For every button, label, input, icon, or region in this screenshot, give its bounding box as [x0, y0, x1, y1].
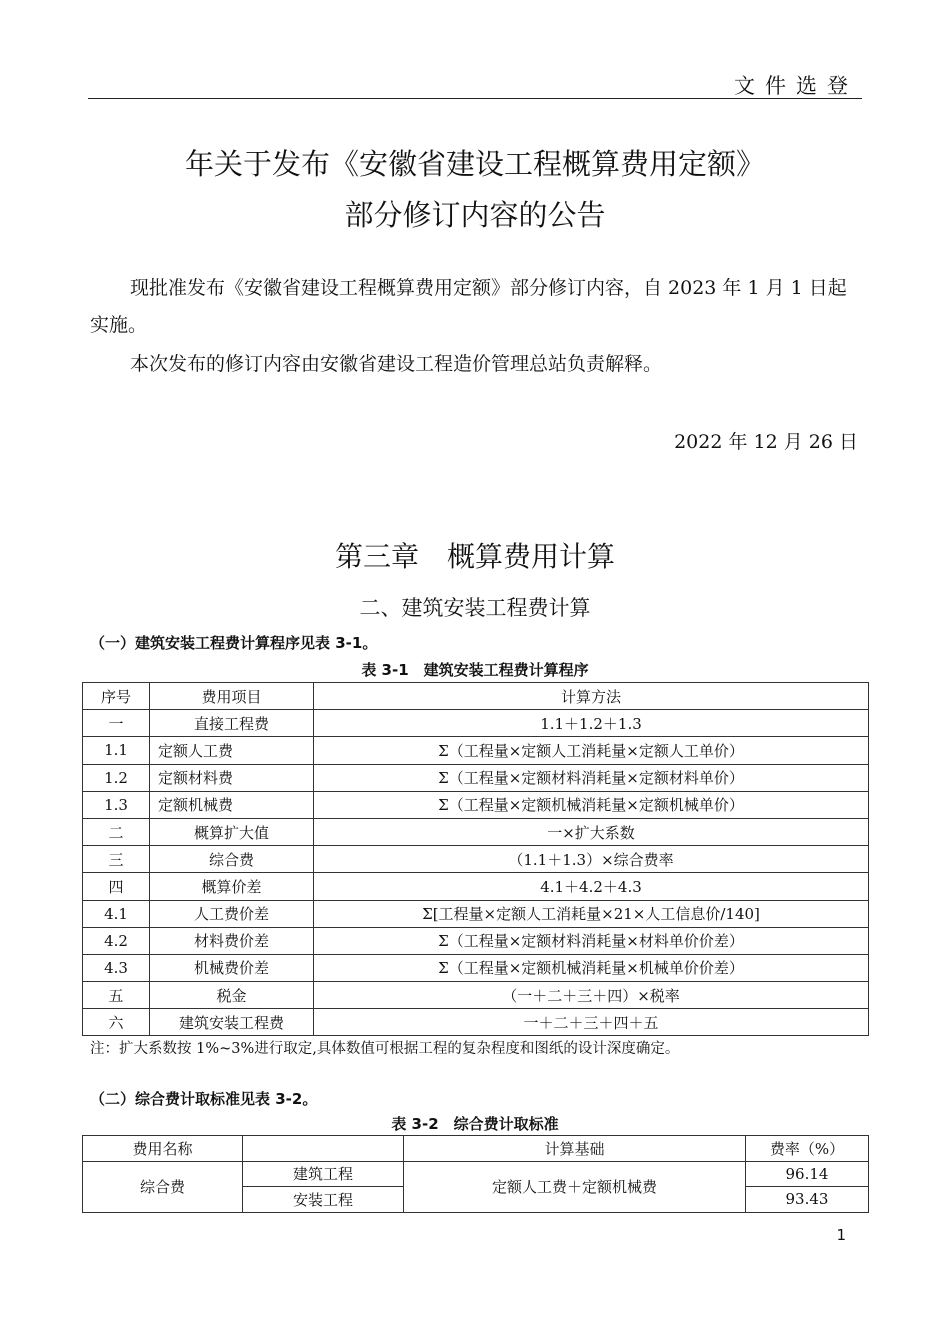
calc-method: Σ（工程量×定额机械消耗量×定额机械单价） — [314, 791, 869, 818]
announcement-title-line2: 部分修订内容的公告 — [344, 198, 606, 232]
fee-rate: 96.14 — [746, 1161, 869, 1187]
table-row — [83, 873, 869, 900]
table-row — [83, 954, 869, 981]
chapter-title: 第三章 概算费用计算 — [334, 540, 615, 573]
table2-comprehensive-fee-standard — [82, 1135, 869, 1213]
fee-item: 税金 — [150, 982, 314, 1009]
row-number: 4.3 — [83, 954, 150, 981]
calc-method: Σ（工程量×定额材料消耗量×定额材料单价） — [314, 764, 869, 791]
fee-item: 人工费价差 — [150, 900, 314, 927]
table-header-row — [83, 683, 869, 710]
calc-method: Σ[工程量×定额人工消耗量×21×人工信息价/140] — [314, 900, 869, 927]
row-number: 二 — [83, 818, 150, 845]
fee-item: 定额材料费 — [150, 764, 314, 791]
table-row — [83, 846, 869, 873]
header-divider — [88, 98, 862, 99]
row-number: 六 — [83, 1009, 150, 1036]
table-row — [83, 982, 869, 1009]
table-header-cell-empty — [243, 1136, 404, 1162]
subsection-1-heading: （一）建筑安装工程费计算程序见表 3-1。 — [90, 634, 378, 652]
table-header-row — [83, 1136, 869, 1162]
calc-method: Σ（工程量×定额人工消耗量×定额人工单价） — [314, 737, 869, 764]
row-number: 一 — [83, 710, 150, 737]
table-header-cell: 序号 — [83, 683, 150, 710]
project-type: 安装工程 — [243, 1187, 404, 1213]
section-title: 二、建筑安装工程费计算 — [359, 596, 591, 620]
row-number: 1.1 — [83, 737, 150, 764]
fee-rate: 93.43 — [746, 1187, 869, 1213]
table-row — [83, 1161, 869, 1187]
fee-item: 概算价差 — [150, 873, 314, 900]
calc-method: （1.1＋1.3）×综合费率 — [314, 846, 869, 873]
project-type: 建筑工程 — [243, 1161, 404, 1187]
calc-method: Σ（工程量×定额机械消耗量×机械单价价差） — [314, 954, 869, 981]
subsection-2-heading: （二）综合费计取标准见表 3-2。 — [90, 1090, 318, 1108]
table-header-cell: 费用名称 — [83, 1136, 243, 1162]
calc-method: 1.1＋1.2＋1.3 — [314, 710, 869, 737]
table-header-cell: 计算基础 — [404, 1136, 746, 1162]
table-header-cell: 费用项目 — [150, 683, 314, 710]
table2-caption: 表 3-2 综合费计取标准 — [391, 1115, 559, 1133]
fee-item: 机械费价差 — [150, 954, 314, 981]
table-row — [83, 927, 869, 954]
announcement-paragraph-1: 现批准发布《安徽省建设工程概算费用定额》部分修订内容，自 2023 年 1 月 1 日起实施。 — [90, 277, 847, 336]
fee-name: 综合费 — [83, 1161, 243, 1212]
fee-item: 概算扩大值 — [150, 818, 314, 845]
calc-method: 一×扩大系数 — [314, 818, 869, 845]
calc-base: 定额人工费＋定额机械费 — [404, 1161, 746, 1212]
row-number: 四 — [83, 873, 150, 900]
row-number: 1.3 — [83, 791, 150, 818]
page-number: 1 — [836, 1226, 846, 1244]
table1-caption: 表 3-1 建筑安装工程费计算程序 — [361, 661, 589, 679]
row-number: 三 — [83, 846, 150, 873]
fee-item: 建筑安装工程费 — [150, 1009, 314, 1036]
fee-item: 直接工程费 — [150, 710, 314, 737]
table-row — [83, 764, 869, 791]
fee-item: 综合费 — [150, 846, 314, 873]
table-row — [83, 818, 869, 845]
header-label: 文件选登 — [734, 74, 858, 98]
fee-item: 定额人工费 — [150, 737, 314, 764]
table-row — [83, 900, 869, 927]
row-number: 1.2 — [83, 764, 150, 791]
announcement-title-line1: 年关于发布《安徽省建设工程概算费用定额》 — [184, 147, 765, 181]
table1-note: 注：扩大系数按 1%~3%进行取定,具体数值可根据工程的复杂程度和图纸的设计深度确定。 — [90, 1041, 680, 1057]
row-number: 4.1 — [83, 900, 150, 927]
row-number: 4.2 — [83, 927, 150, 954]
table-header-cell: 费率（%） — [746, 1136, 869, 1162]
calc-method: 4.1＋4.2＋4.3 — [314, 873, 869, 900]
row-number: 五 — [83, 982, 150, 1009]
announcement-paragraph-2: 本次发布的修订内容由安徽省建设工程造价管理总站负责解释。 — [130, 353, 663, 375]
announcement-date: 2022 年 12 月 26 日 — [674, 431, 858, 453]
calc-method: （一＋二＋三＋四）×税率 — [314, 982, 869, 1009]
fee-item: 定额机械费 — [150, 791, 314, 818]
table-row — [83, 791, 869, 818]
fee-item: 材料费价差 — [150, 927, 314, 954]
table-header-cell: 计算方法 — [314, 683, 869, 710]
calc-method: 一＋二＋三＋四＋五 — [314, 1009, 869, 1036]
table-row — [83, 1009, 869, 1036]
calc-method: Σ（工程量×定额材料消耗量×材料单价价差） — [314, 927, 869, 954]
table-row — [83, 710, 869, 737]
table-row — [83, 737, 869, 764]
table1-calculation-procedure — [82, 682, 869, 1036]
